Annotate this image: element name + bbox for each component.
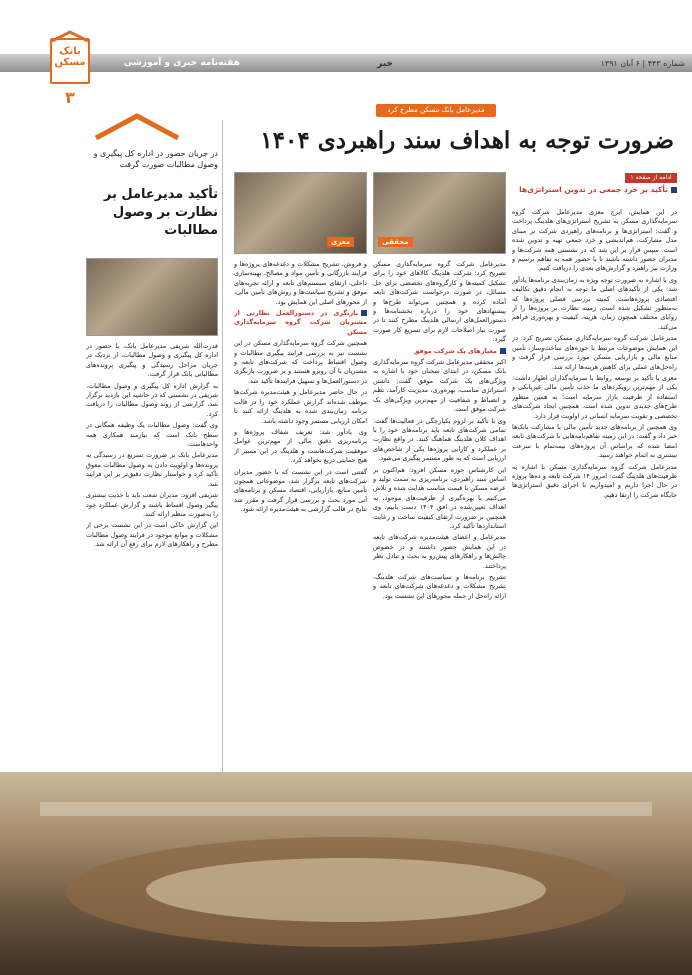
paragraph: وی با اشاره به ضرورت توجه ویژه به زمان‌بندی برنامه‌ها یادآور شد: یکی از تأکیدهای اصلی ما توجه به انجام دقیق تکالیف اقتصادی پروژه‌هاست. کمیته بررسی فصلی پروژه‌ها که به‌منظور تشکیل شده است، زمینه نظارت بر پروژه‌ها را از زوایای مختلف همچون زمان، هزینه، کیفیت و بهره‌وری فراهم می‌کند. xyxy=(512,275,677,331)
side-article-body xyxy=(86,342,218,772)
conference-hall-photo xyxy=(0,772,692,975)
photo-caption-moezi: معزی xyxy=(327,237,354,247)
subheading-square-icon xyxy=(671,187,677,193)
side-article-roof-icon xyxy=(92,112,182,140)
paragraph: قدرت‌الله شریفی مدیرعامل بانک، با حضور در اداره کل پیگیری و وصول مطالبات، از نزدیک در جریان مراحل رسیدگی و پیگیری پرونده‌های مطالباتی بانک قرار گرفت. xyxy=(86,342,218,379)
kicker-badge: مدیرعامل بانک مسکن مطرح کرد xyxy=(376,104,496,117)
paragraph: گفتنی است در این نشست که با حضور مدیران شرکت‌های تابعه برگزار شد، موضوعاتی همچون تأمین منابع، بازاریابی، اقتصاد مسکن و برنامه‌های آتی مورد بحث و بررسی قرار گرفت و مقرر شد نتایج در قالب گزارشی به هیئت‌مدیره ارائه شود. xyxy=(234,467,367,514)
paragraph: اکبر محققی مدیرعامل شرکت گروه سرمایه‌گذاری بانک مسکن، در ابتدای سخنان خود با اشاره به ویژگی‌های یک شرکت موفق گفت: داشتن استراتژی مناسب، بهره‌وری، مدیریت کارآمد، نظم و انضباط و شفافیت از مهم‌ترین ویژگی‌های یک شرکت موفق است. xyxy=(373,358,506,414)
paragraph: در حال حاضر مدیرعامل و هیئت‌مدیره شرکت‌ها موظف شده‌اند گزارش عملکرد خود را در قالب برنامه زمان‌بندی شده به هلدینگ ارائه کنند تا امکان ارزیابی مستمر وجود داشته باشد. xyxy=(234,388,367,425)
paragraph: در این همایش، ایرج معزی مدیرعامل شرکت گروه سرمایه‌گذاری مسکن به تشریح استراتژی‌های هلدینگ پرداخت و گفت: استراتژی‌ها و برنامه‌های راهبردی شرکت بر مبنای مدل مشارکت، هم‌اندیشی و خرد جمعی تهیه و تدوین شده است. سپس قرار بر این شد که در نشستی همه شرکت‌ها و مدیران حضور داشته باشند تا با حضور همه به تفاهم برسیم و وزارت نیز راهبرد و گزارش‌های بعدی را دریافت کنیم. xyxy=(512,208,677,273)
paragraph: وی یادآور شد: تعریف شفاف پروژه‌ها و برنامه‌ریزی دقیق مالی از مهم‌ترین عوامل موفقیت شرکت‌هاست و هلدینگ در این مسیر از هیچ حمایتی دریغ نخواهد کرد. xyxy=(234,427,367,465)
paragraph: وی همچنین از برنامه‌های جدید تأمین مالی با مشارکت بانک‌ها خبر داد و گفت: در این زمینه تفاهم‌نامه‌هایی با شرکت‌های تابعه امضا شده که براساس آن پروژه‌های نیمه‌تمام با سرعت بیشتری به اتمام خواهند رسید. xyxy=(512,422,677,460)
logo-text-line1: بانک xyxy=(59,46,81,57)
conference-table-shapes xyxy=(0,772,692,975)
logo-text-line2: مسکن xyxy=(54,57,86,68)
paragraph: معزی با تأکید بر توسعه روابط با سرمایه‌گذاران اظهار داشت: یکی از مهم‌ترین رویکردهای ما جذب تأمین مالی غیربانکی و استفاده از ظرفیت بازار سرمایه است؛ به همین منظور طرح‌های جدیدی تدوین شده است. همچنین ایجاد شرکت‌های تخصصی و تقویت سرمایه انسانی در اولویت قرار دارد. xyxy=(512,373,677,420)
weekly-title: هفته‌نامه خبری و آموزشی xyxy=(123,58,240,68)
column3-subheading-text: بازنگری در دستورالعمل نظارتی از مشتریان شرکت گروه سرمایه‌گذاری مسکن xyxy=(234,309,367,336)
side-article-headline: تأکید مدیرعامل بر نظارت بر وصول مطالبات xyxy=(103,187,218,238)
continued-tag: ادامه از صفحه ۱ xyxy=(625,173,677,183)
column1-subheading xyxy=(512,184,677,195)
column2-subheading xyxy=(373,347,506,356)
subheading-square-icon xyxy=(361,310,367,316)
bank-maskan-logo xyxy=(50,38,90,84)
column2-subheading-text: معیارهای یک شرکت موفق xyxy=(413,346,497,355)
paragraph: و فروش، تشریح مشکلات و دغدغه‌های پروژه‌ها و فرایند بازرگانی و تأمین مواد و مصالح، بهینه‌سازی داخلی، ارتقای سیستم‌های تابعه و ارائه تجربه‌های موفق و تشریح سیاست‌ها و روش‌های تأمین مالی، از محورهای اصلی این همایش بود. xyxy=(234,260,367,306)
section-label: خبر xyxy=(377,59,393,69)
subheading-square-icon xyxy=(500,348,506,354)
paragraph: مدیرعامل شرکت گروه سرمایه‌گذاری مسکن تصریح کرد: شرکت هلدینگ کالاهای خود را برای تشکیل کمیته‌ها و کارگروه‌های تخصصی برای حل مسائل، در صورت درخواست شرکت‌های تابعه آماده کرده و همچنین می‌تواند طرح‌ها و پیشنهادهای خود را درباره بخشنامه‌ها و دستورالعمل‌های ارسالی هلدینگ مطرح کنند تا در صورت نیاز اصلاحات لازم برای تسریع کار صورت گیرد. xyxy=(373,260,506,344)
main-headline: ضرورت توجه به اهداف سند راهبردی ۱۴۰۴ xyxy=(260,127,674,154)
column1-subheading-text: تأکید بر خرد جمعی در تدوین استراتژی‌ها xyxy=(519,185,668,194)
paragraph: مدیرعامل بانک بر ضرورت تسریع در رسیدگی به پرونده‌ها و اولویت دادن به وصول مطالبات معوق تأکید کرد و خواستار نظارت دقیق‌تر بر این فرایند شد. xyxy=(86,451,218,488)
page-number: ۳ xyxy=(65,88,75,107)
side-article-intro: در جریان حضور در اداره کل پیگیری و وصول مطالبات صورت گرفت xyxy=(93,149,218,169)
paragraph: وی گفت: وصول مطالبات یک وظیفه همگانی در سطح بانک است که نیازمند همکاری همه واحدهاست. xyxy=(86,421,218,449)
column3-subheading xyxy=(234,309,367,337)
photo-moezi xyxy=(234,172,367,254)
photo-caption-mohagheghi: محققی xyxy=(378,237,413,247)
paragraph: تشریح برنامه‌ها و سیاست‌های شرکت هلدینگ، تشریح مشکلات و دغدغه‌های شرکت‌های تابعه و ارائه راه‌حل از جمله محورهای این نشست بود. xyxy=(373,573,506,600)
paragraph: مدیرعامل شرکت گروه سرمایه‌گذاری مسکن با اشاره به ظرفیت‌های هلدینگ گفت: امروز ۱۴ شرکت تابعه و ده‌ها پروژه در حال اجرا داریم و امیدواریم با اجرای دقیق استراتژی‌ها جایگاه شرکت را ارتقا دهیم. xyxy=(512,462,677,499)
house-roof-icon xyxy=(50,30,90,42)
paragraph: وی با تأکید بر لزوم یکپارچگی در فعالیت‌ها گفت: تمامی شرکت‌های تابعه باید برنامه‌های خود را با اهداف کلان هلدینگ هماهنگ کنند. در واقع نظارت بر عملکرد و کارایی پروژه‌ها یکی از شاخص‌های ارزیابی است که به طور مستمر پیگیری می‌شود. xyxy=(373,416,506,463)
issue-number: شماره ۴۴۳ | ۶ آبان ۱۳۹۱ xyxy=(600,59,685,68)
paragraph: مدیرعامل و اعضای هیئت‌مدیره شرکت‌های تابعه در این همایش حضور داشتند و در خصوص چالش‌ها و راهکارهای پیش‌رو به بحث و تبادل نظر پرداختند. xyxy=(373,533,506,570)
paragraph: این گزارش حاکی است در این نشست برخی از مشکلات و موانع موجود در فرایند وصول مطالبات مطرح و راهکارهای لازم برای رفع آن ارائه شد. xyxy=(86,521,218,549)
paragraph: مدیرعامل شرکت گروه سرمایه‌گذاری مسکن تصریح کرد: در این همایش موضوعات مرتبط با حوزه‌های ساخت‌وساز، تأمین منابع مالی و بازاریابی مسکن مورد بررسی قرار گرفت و راه‌حل‌های عملی برای کاهش هزینه‌ها ارائه شد. xyxy=(512,334,677,371)
side-article-photo xyxy=(86,258,218,336)
photo-mohagheghi xyxy=(373,172,506,254)
paragraph: شریفی افزود: مدیران شعب باید با جدیت بیشتری پیگیر وصول اقساط باشند و گزارش عملکرد خود را به‌صورت منظم ارائه کنند. xyxy=(86,491,218,518)
paragraph: این کارشناس حوزه مسکن افزود: هم‌اکنون بر اساس سند راهبردی، برنامه‌ریزی به سمت تولید و عرضه مسکن با قیمت مناسب هدایت شده و تلاش می‌کنیم با بهره‌گیری از ظرفیت‌های موجود، به اهداف تعیین‌شده در افق ۱۴۰۴ دست یابیم. وی همچنین بر ضرورت ارتقای کیفیت ساخت و رعایت استانداردها تأکید کرد. xyxy=(373,465,506,530)
paragraph: به گزارش اداره کل پیگیری و وصول مطالبات، شریفی در نشستی که در حاشیه این بازدید برگزار شد، گزارشی از روند وصول مطالبات را دریافت کرد. xyxy=(86,381,218,418)
paragraph: همچنین شرکت گروه سرمایه‌گذاری مسکن در این نشست نیز به بررسی فرایند پیگیری مطالبات و وصول اقساط پرداخت که شرکت‌های تابعه و مشتریان با آن روبرو هستند و بر ضرورت بازنگری در دستورالعمل‌ها و تسهیل فرایندها تأکید شد. xyxy=(234,339,367,385)
